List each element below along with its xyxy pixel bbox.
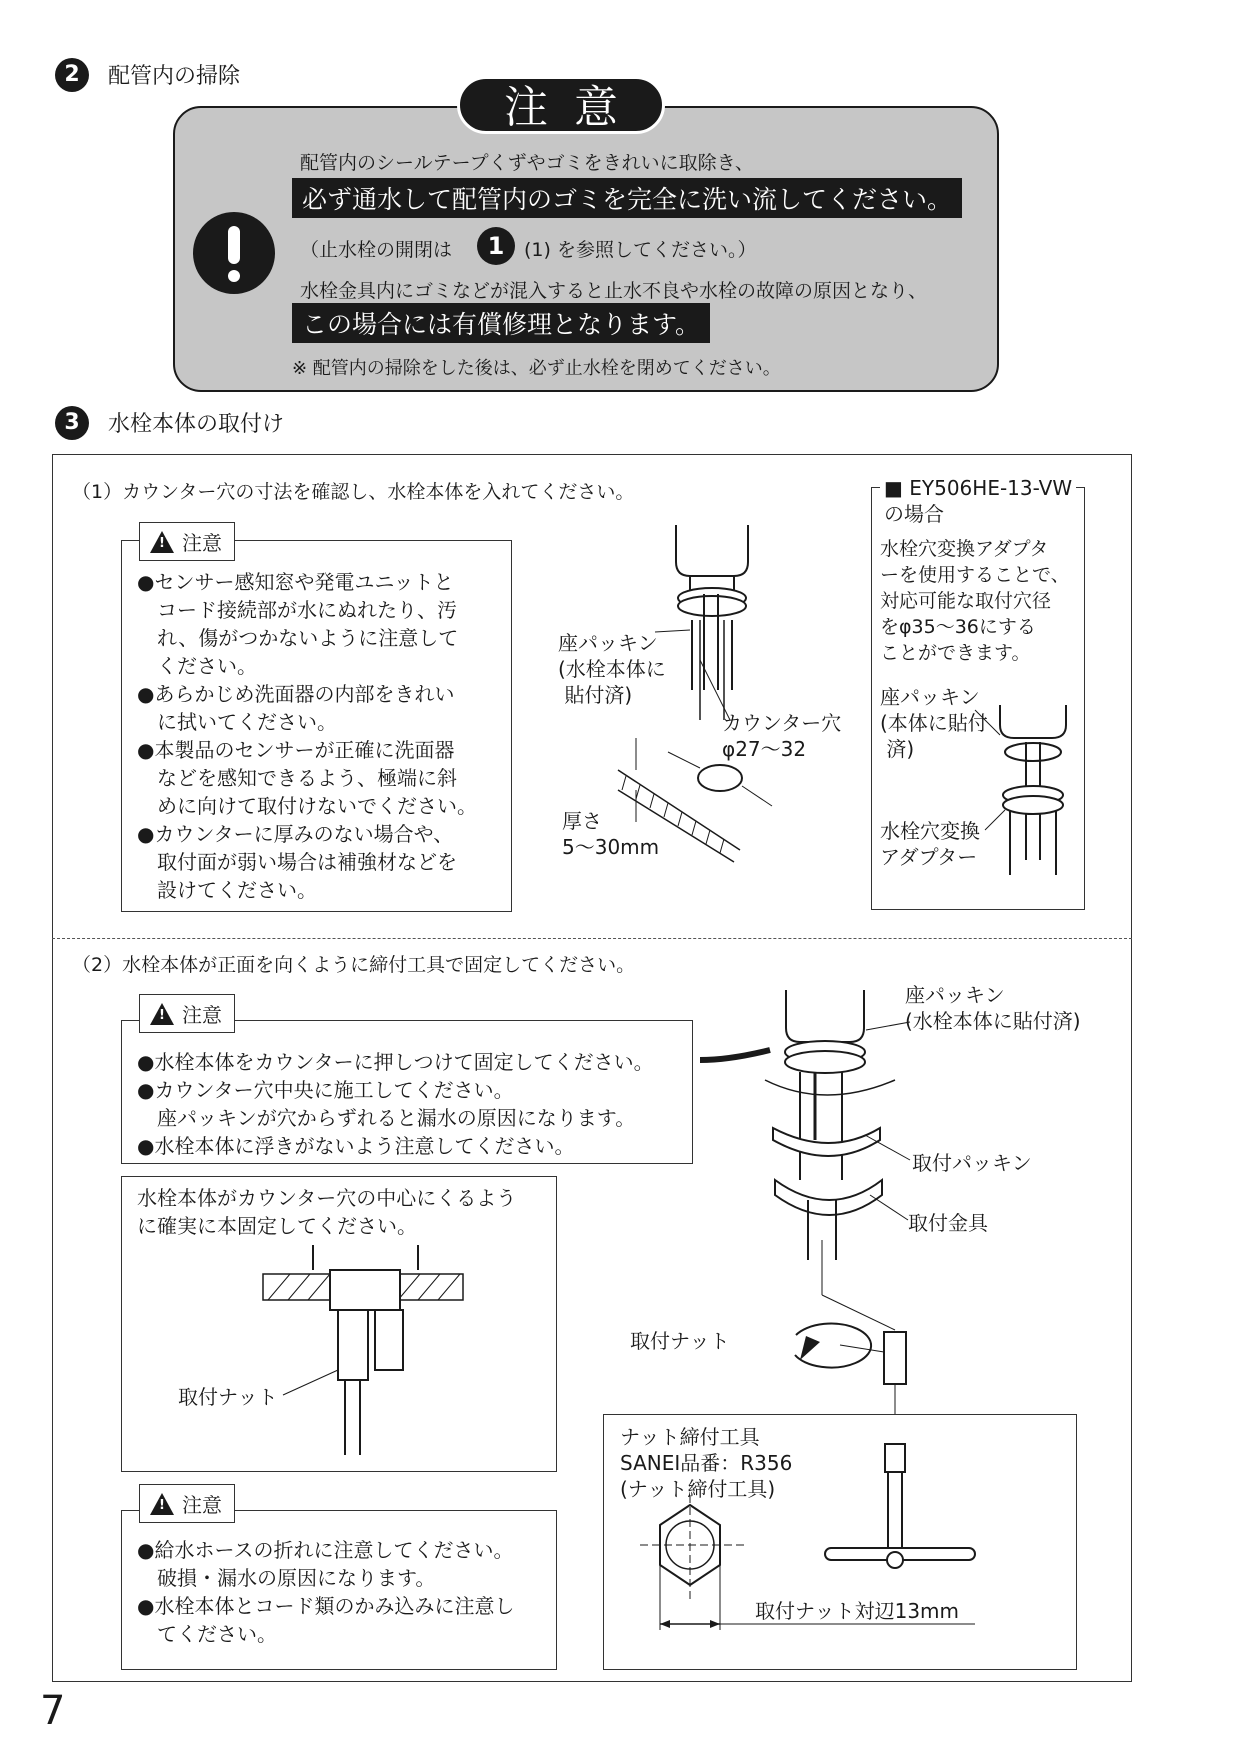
text-line: ●本製品のセンサーが正確に洗面器 xyxy=(137,738,455,762)
text-line: 5～30mm xyxy=(562,835,660,859)
text-line: に拭いてください。 xyxy=(137,710,337,734)
text-line: SANEI品番：R356 xyxy=(620,1451,793,1475)
text-line: の場合 xyxy=(884,502,944,526)
text-line: 座パッキン xyxy=(905,983,1005,1007)
caution-line-3: 水栓金具内にゴミなどが混入すると止水不良や水栓の故障の原因となり、 xyxy=(300,280,928,302)
text-line: 済) xyxy=(880,737,915,761)
text-line: ナット締付工具 xyxy=(620,1425,760,1449)
text-line: てください。 xyxy=(137,1622,277,1646)
center-nut-label: 取付ナット xyxy=(178,1385,278,1409)
text-line: 厚さ xyxy=(562,809,602,833)
text-line: カウンター穴 xyxy=(722,711,842,735)
text-line: ください。 xyxy=(137,654,257,678)
text-line: ●あらかじめ洗面器の内部をきれい xyxy=(137,682,455,706)
text-line: れ、傷がつかないように注意して xyxy=(137,626,459,650)
bracket-label: 取付金具 xyxy=(908,1211,988,1235)
caution-highlight-2: この場合には有償修理となります。 xyxy=(292,303,710,343)
text-line: ことができます。 xyxy=(880,642,1031,664)
text-line: アダプター xyxy=(880,845,978,869)
text-line: φ27～32 xyxy=(722,737,807,761)
text-line: ●カウンター穴中央に施工してください。 xyxy=(137,1078,514,1102)
text-line: 座パッキンが穴からずれると漏水の原因になります。 xyxy=(137,1106,636,1130)
step2-caution2-tag: !注意 xyxy=(139,1484,235,1523)
step1-heading: （1）カウンター穴の寸法を確認し、水栓本体を入れてください。 xyxy=(72,481,635,503)
caution-highlight-1: 必ず通水して配管内のゴミを完全に洗い流してください。 xyxy=(292,178,962,218)
step1-caution-tag: !注意 xyxy=(139,522,235,561)
text-line: 破損・漏水の原因になります。 xyxy=(137,1566,436,1590)
text-line: ーを使用することで、 xyxy=(880,564,1070,586)
text-line: コード接続部が水にぬれたり、汚 xyxy=(137,598,457,622)
section-title: 水栓本体の取付け xyxy=(108,412,285,437)
text-line: 座パッキン xyxy=(558,631,658,655)
text-line: ●センサー感知窓や発電ユニットと xyxy=(137,570,454,594)
nut-label: 取付ナット xyxy=(630,1329,730,1353)
tool-dimension-label: 取付ナット対辺13mm xyxy=(755,1599,960,1623)
caution-ref-prefix: （止水栓の開閉は xyxy=(300,239,453,261)
caution-ref-suffix: (1) を参照してください。） xyxy=(524,239,757,261)
caution-note: ※ 配管内の掃除をした後は、必ず止水栓を閉めてください。 xyxy=(292,358,781,379)
text-line: めに向けて取付けないでください。 xyxy=(137,794,477,818)
text-line: ●水栓本体とコード類のかみ込みに注意し xyxy=(137,1594,515,1618)
text-line: などを感知できるよう、極端に斜 xyxy=(137,766,457,790)
step2-caution-tag: !注意 xyxy=(139,994,235,1033)
text-line: 対応可能な取付穴径 xyxy=(880,590,1052,612)
page-number: 7 xyxy=(40,1688,66,1734)
text-line: ●水栓本体をカウンターに押しつけて固定してください。 xyxy=(137,1050,654,1074)
caution-line-1: 配管内のシールテープくずやゴミをきれいに取除き、 xyxy=(300,152,754,174)
text-line: 水栓穴変換 xyxy=(880,819,980,843)
mount-packing-label: 取付パッキン xyxy=(912,1151,1032,1175)
text-line: をφ35～36にする xyxy=(880,616,1036,638)
text-line: ■ EY506HE-13-VW xyxy=(884,476,1073,500)
section-number-badge: 3 xyxy=(55,406,89,440)
text-line: ●水栓本体に浮きがないよう注意してください。 xyxy=(137,1134,575,1158)
text-line: ●カウンターに厚みのない場合や、 xyxy=(137,822,454,846)
text-line: (本体に貼付 xyxy=(880,711,988,735)
text-line: (水栓本体に xyxy=(558,657,666,681)
text-line: ●給水ホースの折れに注意してください。 xyxy=(137,1538,514,1562)
text-line: 貼付済) xyxy=(558,683,633,707)
text-line: (水栓本体に貼付済) xyxy=(905,1009,1081,1033)
text-line: 水栓本体がカウンター穴の中心にくるよう xyxy=(137,1186,517,1210)
text-line: 水栓穴変換アダプタ xyxy=(880,538,1049,560)
text-line: 設けてください。 xyxy=(137,878,317,902)
text-line: 座パッキン xyxy=(880,685,980,709)
section-title: 配管内の掃除 xyxy=(108,64,241,89)
step2-heading: （2）水栓本体が正面を向くように締付工具で固定してください。 xyxy=(72,954,636,976)
text-line: 取付面が弱い場合は補強材などを xyxy=(137,850,457,874)
text-line: に確実に本固定してください。 xyxy=(137,1214,417,1238)
ref-number-badge: 1 xyxy=(477,227,515,265)
text-line: (ナット締付工具) xyxy=(620,1477,776,1501)
caution-heading: 注意 xyxy=(457,76,665,134)
section-number-badge: 2 xyxy=(55,58,89,92)
